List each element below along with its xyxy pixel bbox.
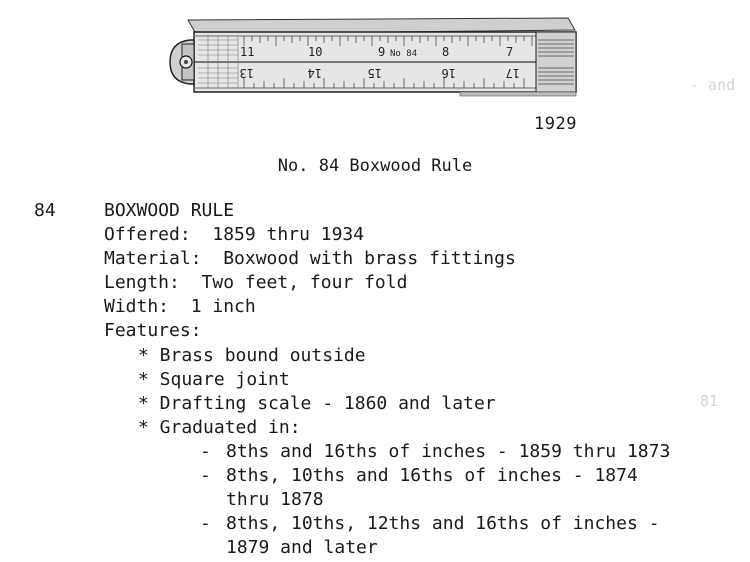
graduation-text: 8ths and 16ths of inches - 1859 thru 1873 — [226, 440, 671, 462]
ruler-number: 8 — [442, 45, 450, 59]
ruler-number: 15 — [367, 66, 382, 80]
ruler-number: 14 — [307, 66, 322, 80]
graduation-item — [104, 464, 744, 512]
entry-title: BOXWOOD RULE — [104, 200, 235, 221]
dash-marker: - — [200, 440, 211, 462]
ruler-number: 11 — [240, 45, 255, 59]
dash-marker: - — [200, 465, 211, 487]
ruler-number: 9 — [378, 45, 386, 59]
material-line: Material: Boxwood with brass fittings — [104, 248, 516, 270]
boxwood-rule-illustration — [160, 12, 585, 112]
ruler-stamp: No 84 — [390, 49, 418, 59]
graduation-text: 8ths, 10ths, 12ths and 16ths of inches - — [226, 513, 660, 535]
ruler-number: 7 — [506, 45, 514, 59]
entry-number: 84 — [34, 200, 56, 221]
graduation-text: 8ths, 10ths and 16ths of inches - 1874 — [226, 465, 638, 487]
graduation-item — [104, 512, 744, 560]
feature-item: * Square joint — [138, 368, 290, 390]
width-line: Width: 1 inch — [104, 296, 256, 318]
figure-year: 1929 — [534, 114, 577, 134]
bleed-through-text: 81 — [700, 392, 719, 410]
ruler-drawing — [160, 12, 585, 112]
graduation-continuation: thru 1878 — [226, 489, 324, 511]
graduation-continuation: 1879 and later — [226, 537, 378, 559]
ruler-number: 17 — [505, 66, 520, 80]
feature-item: * Drafting scale - 1860 and later — [138, 392, 496, 414]
ruler-number: 13 — [239, 66, 254, 80]
graduation-item — [104, 440, 744, 464]
dash-marker: - — [200, 513, 211, 535]
figure-caption: No. 84 Boxwood Rule — [277, 156, 473, 176]
features-label: Features: — [104, 320, 202, 342]
entry-body — [104, 199, 744, 560]
feature-item: * Brass bound outside — [138, 344, 366, 366]
length-line: Length: Two feet, four fold — [104, 272, 408, 294]
bleed-through-text: - and — [690, 76, 736, 94]
offered-line: Offered: 1859 thru 1934 — [104, 224, 365, 246]
ruler-number: 16 — [441, 66, 456, 80]
ruler-number: 10 — [308, 45, 323, 59]
feature-item: * Graduated in: — [138, 416, 301, 438]
